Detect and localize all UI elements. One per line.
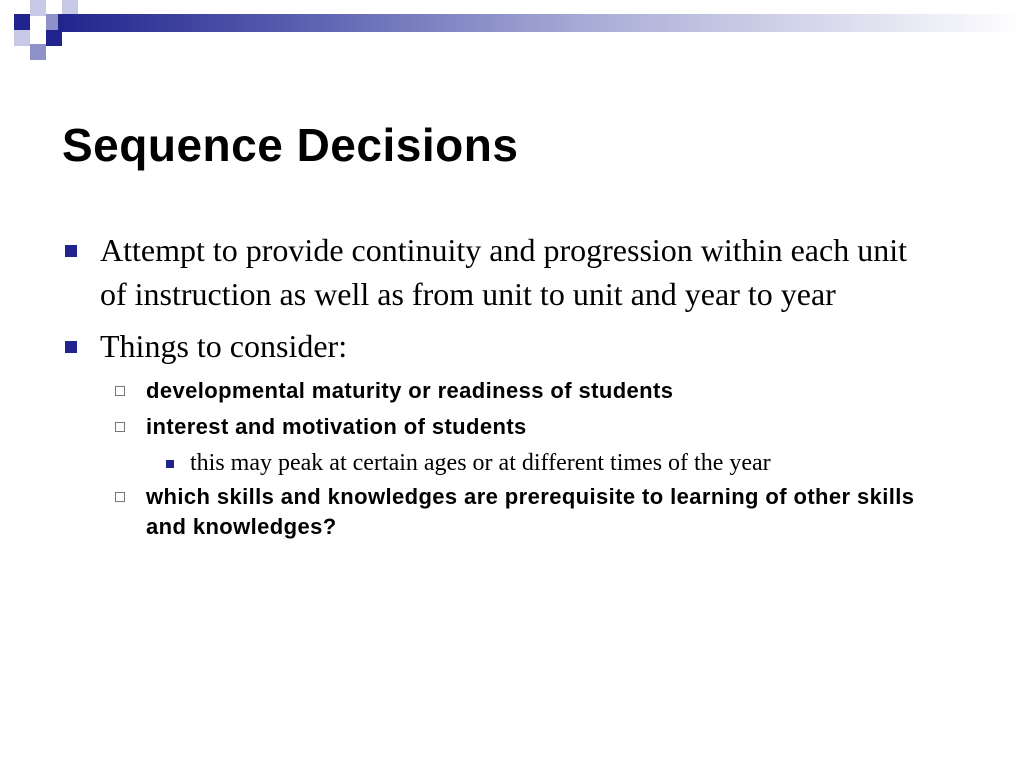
sub-bullet-text: interest and motivation of students	[146, 414, 527, 439]
decor-square-icon	[14, 14, 30, 30]
bullet-item	[0, 228, 1024, 316]
sub-bullet-item	[0, 482, 1024, 542]
hollow-square-bullet-icon	[115, 386, 125, 396]
decor-square-icon	[30, 0, 46, 16]
decor-square-icon	[46, 30, 62, 46]
sub-bullet-item	[0, 412, 1024, 442]
small-square-bullet-icon	[166, 460, 174, 468]
bullet-text: Things to consider:	[100, 328, 348, 364]
square-bullet-icon	[65, 341, 77, 353]
slide-title: Sequence Decisions	[62, 119, 519, 171]
header-banner	[58, 14, 1024, 32]
sub-sub-bullet-text: this may peak at certain ages or at different times of the year	[190, 450, 771, 476]
bullet-list	[0, 228, 1024, 548]
sub-bullet-item	[0, 376, 1024, 406]
bullet-item	[0, 324, 1024, 368]
decor-square-icon	[14, 30, 30, 46]
decor-square-icon	[30, 44, 46, 60]
sub-bullet-text: developmental maturity or readiness of students	[146, 378, 674, 403]
bullet-text: Attempt to provide continuity and progression within each unit of instruction as well as from unit to unit and year to year	[100, 232, 907, 312]
square-bullet-icon	[65, 245, 77, 257]
sub-bullet-text: which skills and knowledges are prerequisite to learning of other skills and knowledges?	[146, 484, 915, 539]
sub-sub-bullet-item	[0, 448, 1024, 478]
hollow-square-bullet-icon	[115, 492, 125, 502]
hollow-square-bullet-icon	[115, 422, 125, 432]
